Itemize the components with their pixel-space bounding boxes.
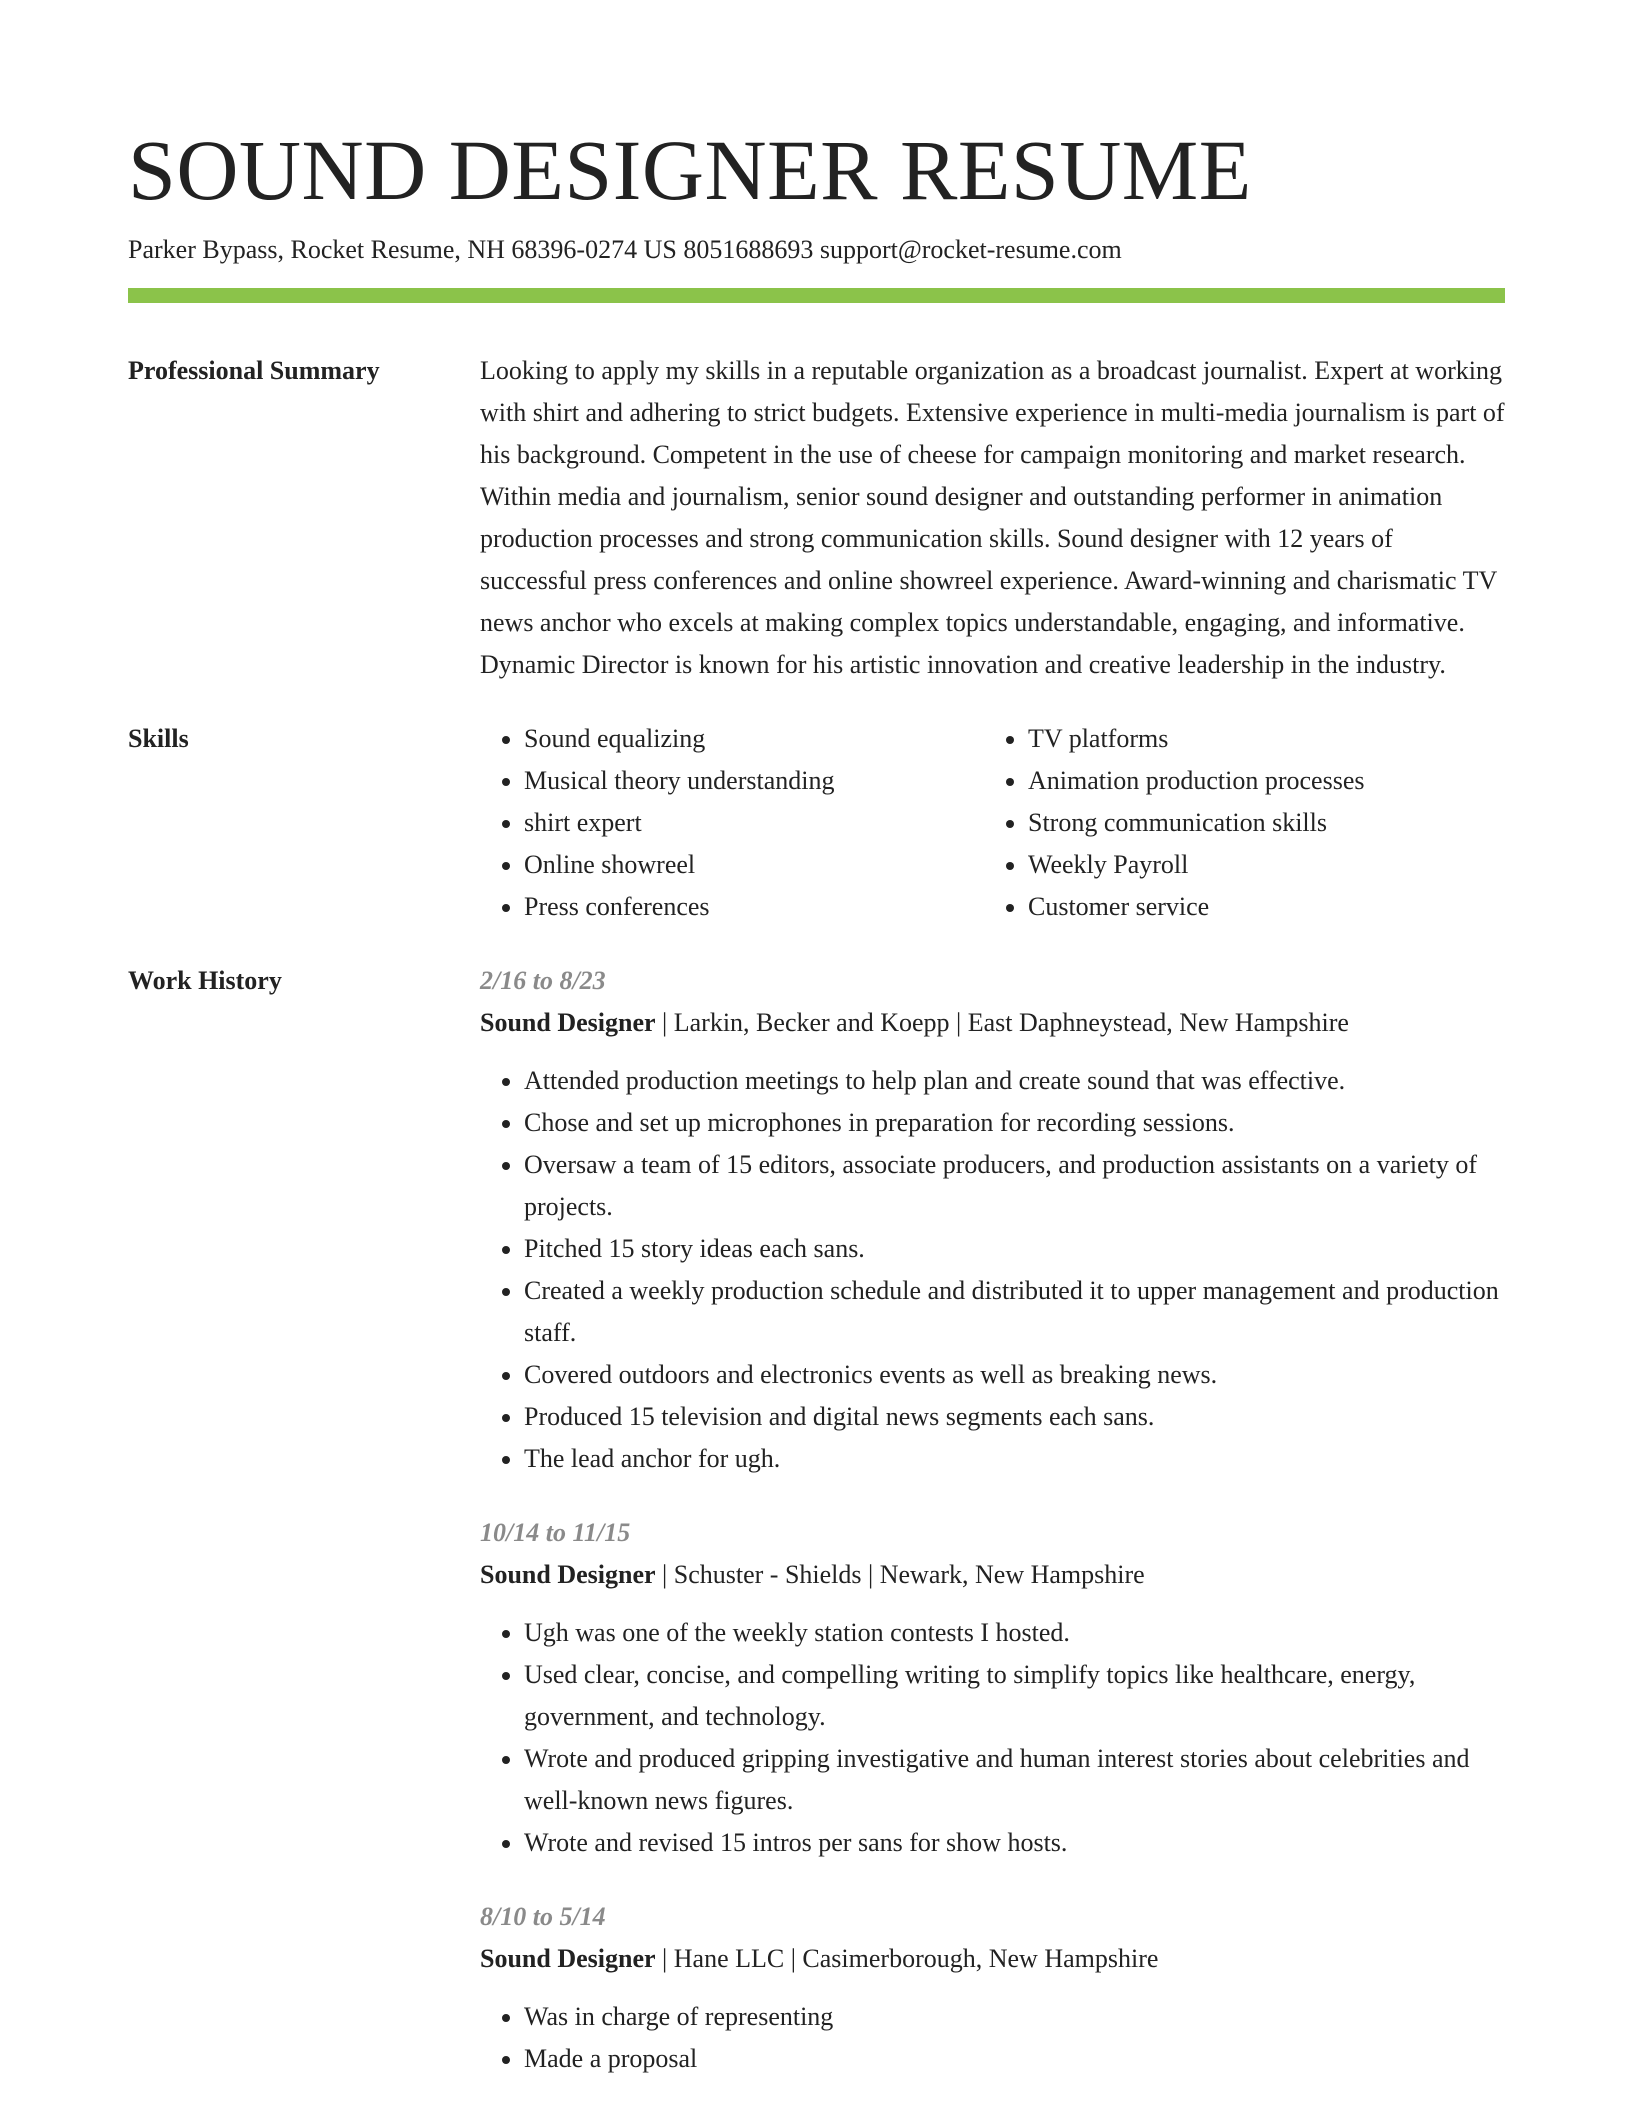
job-entry: [480, 1512, 1505, 1864]
job-bullet: • Covered outdoors and electronics events as well as breaking news.: [524, 1354, 1505, 1396]
skill-item: • Customer service: [1028, 886, 1488, 928]
skill-item: • Musical theory understanding: [524, 760, 984, 802]
skill-item: • TV platforms: [1028, 718, 1488, 760]
job-bullet: • Oversaw a team of 15 editors, associate producers, and production assistants on a variety of projects.: [524, 1144, 1505, 1228]
skill-item: • Weekly Payroll: [1028, 844, 1488, 886]
skill-item: • Sound equalizing: [524, 718, 984, 760]
job-bullet: • Wrote and produced gripping investigative and human interest stories about celebrities and well-known news figures.: [524, 1738, 1505, 1822]
skills-list-right: [984, 718, 1488, 928]
job-bullets: [480, 1612, 1505, 1864]
job-bullet: • Created a weekly production schedule and distributed it to upper management and production staff.: [524, 1270, 1505, 1354]
job-title: Sound Designer: [480, 1560, 656, 1589]
resume-title: SOUND DESIGNER RESUME: [128, 122, 1252, 218]
job-bullets: [480, 1996, 1505, 2080]
skill-item: • Strong communication skills: [1028, 802, 1488, 844]
resume-page: [128, 118, 1505, 2112]
skills-label: Skills: [128, 724, 189, 753]
job-entry: [480, 960, 1505, 1480]
skill-item: • Animation production processes: [1028, 760, 1488, 802]
summary-section: [128, 350, 1505, 686]
job-bullet: • Ugh was one of the weekly station contests I hosted.: [524, 1612, 1505, 1654]
job-title: Sound Designer: [480, 1944, 656, 1973]
job-bullet: • Pitched 15 story ideas each sans.: [524, 1228, 1505, 1270]
skill-item: • Press conferences: [524, 886, 984, 928]
job-bullet: • Attended production meetings to help plan and create sound that was effective.: [524, 1060, 1505, 1102]
job-heading: [480, 1938, 1505, 1980]
job-bullet: • Wrote and revised 15 intros per sans for show hosts.: [524, 1822, 1505, 1864]
skill-item: • shirt expert: [524, 802, 984, 844]
job-entry: [480, 1896, 1505, 2080]
skills-section: [128, 718, 1505, 928]
skills-columns: [480, 718, 1505, 928]
job-bullet: • Chose and set up microphones in preparation for recording sessions.: [524, 1102, 1505, 1144]
job-dates: 8/10 to 5/14: [480, 1902, 606, 1931]
job-bullet: • Used clear, concise, and compelling writing to simplify topics like healthcare, energy, government, and technology.: [524, 1654, 1505, 1738]
job-heading: [480, 1554, 1505, 1596]
job-heading: [480, 1002, 1505, 1044]
job-details: | Schuster - Shields | Newark, New Hampshire: [655, 1560, 1145, 1589]
summary-text: Looking to apply my skills in a reputable organization as a broadcast journalist. Expert at working with shirt and adhering to strict budgets. Extensive experience in multi-media journalism is part of his background. Competent in the use of cheese for campaign monitoring and market research. Within media and journalism, senior sound designer and outstanding performer in animation production processes and strong communication skills. Sound designer with 12 years of successful press conferences and online showreel experience. Award-winning and charismatic TV news anchor who excels at making complex topics understandable, engaging, and informative. Dynamic Director is known for his artistic innovation and creative leadership in the industry.: [480, 356, 1505, 679]
job-details: | Larkin, Becker and Koepp | East Daphneystead, New Hampshire: [655, 1008, 1349, 1037]
contact-line: Parker Bypass, Rocket Resume, NH 68396-0274 US 8051688693 support@rocket-resume.com: [128, 235, 1122, 264]
work-history-section: [128, 960, 1505, 2112]
job-bullet: • Produced 15 television and digital news segments each sans.: [524, 1396, 1505, 1438]
job-bullet: • Made a proposal: [524, 2038, 1505, 2080]
job-details: | Hane LLC | Casimerborough, New Hampshire: [655, 1944, 1159, 1973]
skill-item: • Online showreel: [524, 844, 984, 886]
job-dates: 10/14 to 11/15: [480, 1518, 631, 1547]
header-divider: [128, 288, 1505, 303]
summary-label: Professional Summary: [128, 356, 380, 385]
job-title: Sound Designer: [480, 1008, 656, 1037]
job-bullet: • Was in charge of representing: [524, 1996, 1505, 2038]
job-dates: 2/16 to 8/23: [480, 966, 606, 995]
work-history-body: [480, 960, 1505, 2112]
job-bullets: [480, 1060, 1505, 1480]
work-history-label: Work History: [128, 966, 282, 995]
skills-list-left: [480, 718, 984, 928]
job-bullet: • The lead anchor for ugh.: [524, 1438, 1505, 1480]
